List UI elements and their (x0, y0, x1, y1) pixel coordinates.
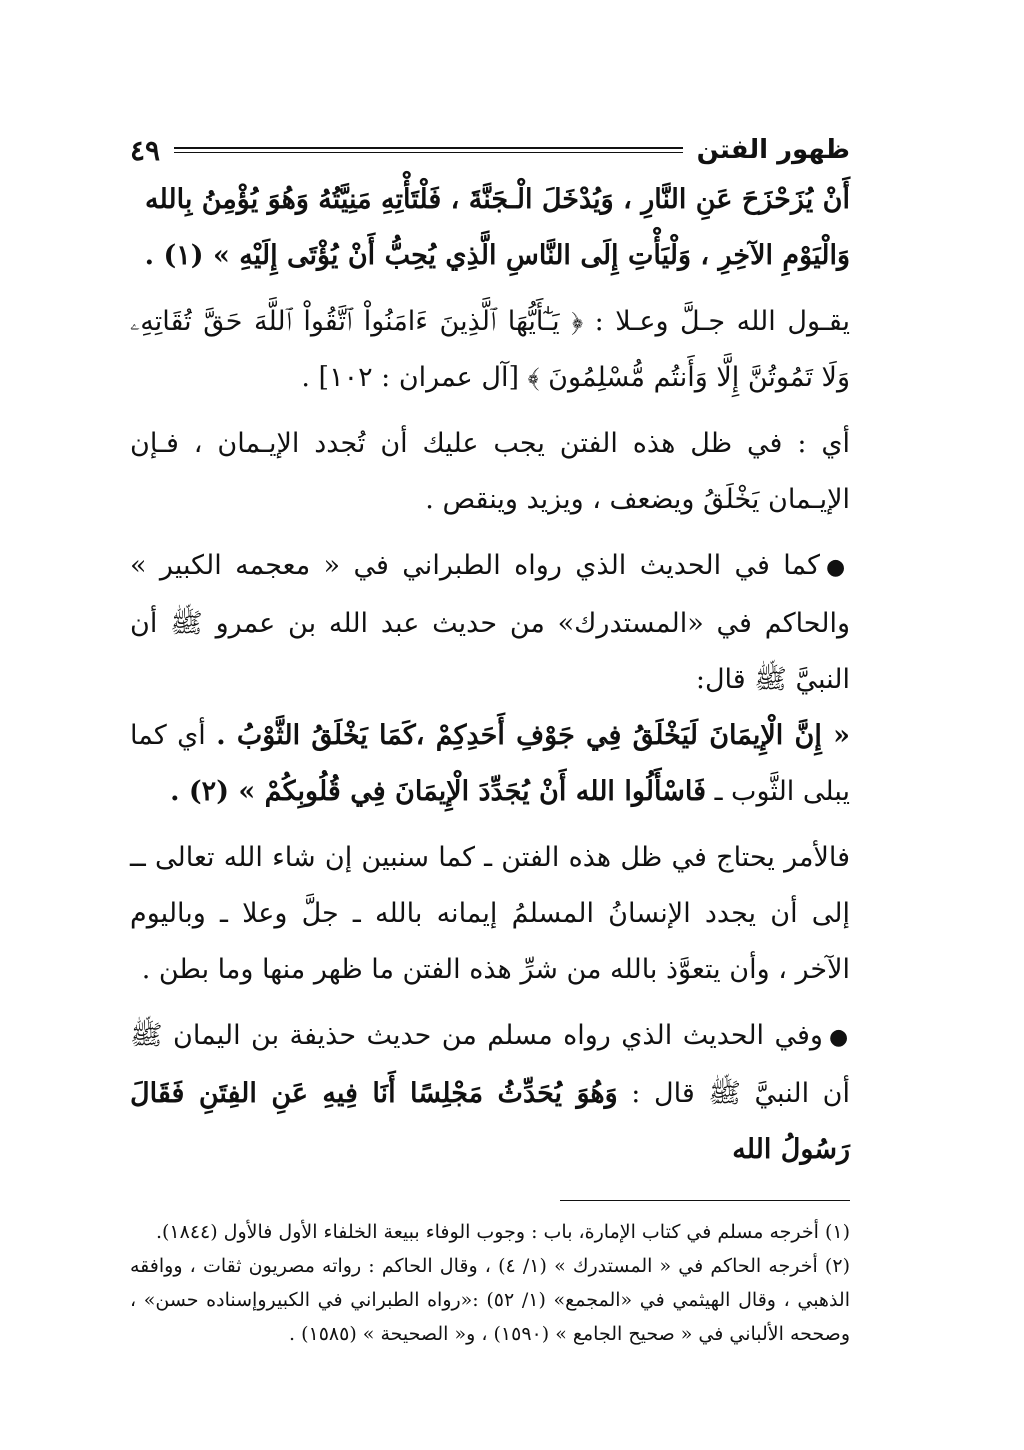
page-number: ٤٩ (130, 133, 161, 167)
tabarani-intro-text: كما في الحديث الذي رواه الطبراني في « معجمه الكبير » والحاكم في «المستدرك» من حديث عبد الله بن عمرو ﷺ أن النبيَّ ﷺ قال: (130, 550, 850, 695)
header-rule (174, 147, 683, 153)
paragraph-commentary: فالأمر يحتاج في ظل هذه الفتن ـ كما سنبين إن شاء الله تعالى ــ إلى أن يجدد الإنسانُ المسلمُ إيمانه بالله ـ جلَّ وعلا ـ وباليوم الآخر ، وأن يتعوَّذ بالله من شرِّ هذه الفتن ما ظهر منها وما بطن . (130, 842, 850, 985)
page-header (130, 128, 850, 172)
muslim-intro-text: وفي الحديث الذي رواه مسلم من حديث حذيفة بن اليمان ﷺ أن النبيَّ ﷺ قال : (130, 1020, 851, 1109)
hadith-text-2: فَاسْأَلُوا الله أَنْ يُجَدِّدَ الْإِيمَانَ فِي قُلُوبِكُمْ » (٢) . (170, 776, 706, 807)
footnote-1: (١) أخرجه مسلم في كتاب الإمارة، باب : وجوب الوفاء ببيعة الخلفاء الأول فالأول (١٨٤٤). (155, 1221, 850, 1243)
footnote-separator (560, 1200, 850, 1201)
book-page (130, 128, 850, 1351)
paragraph-muslim-hadith (130, 1008, 850, 1178)
bullet-icon: ● (825, 555, 851, 580)
paragraph-tabarani-hadith (130, 708, 850, 820)
muslim-hadith-text: وَهُوَ يُحَدِّثُ مَجْلِسًا أَنَا فِيهِ عَنِ الفِتَنِ فَقَالَ رَسُولُ الله (130, 1078, 850, 1165)
paragraph-renew-faith: أي : في ظل هذه الفتن يجب عليك أن تُجدد الإيـمان ، فـإن الإيـمان يَخْلَقُ ويضعف ، ويزيد وينقص . (130, 428, 850, 515)
hadith-gloss: أي كما يبلى الثَّوب ـ (130, 720, 850, 807)
hadith-line-2: وَالْيَوْمِ الآخِرِ ، وَلْيَأْتِ إِلَى النَّاسِ الَّذِي يُحِبُّ أَنْ يُؤْتَى إِلَيْهِ » (١) . (144, 240, 850, 271)
hadith-text-1: « إِنَّ الْإِيمَانَ لَيَخْلَقُ فِي جَوْفِ أَحَدِكِمْ ،كَمَا يَخْلَقُ الثَّوْبُ . (216, 720, 850, 751)
footnotes (130, 1215, 850, 1351)
paragraph-quran-verse: يقـول الله جـلَّ وعـلا : ﴿ يَـٰٓأَيُّهَا ٱلَّذِينَ ءَامَنُواْ ٱتَّقُواْ ٱللَّهَ حَقَّ تُقَاتِهِۦ وَلَا تَمُوتُنَّ إِلَّا وَأَنتُم مُّسْلِمُونَ ﴾ [آل عمران : ١٠٢] . (130, 306, 850, 393)
running-title: ظهور الفتن (696, 135, 850, 165)
paragraph-tabarani-intro (130, 538, 850, 708)
footnote-2: (٢) أخرجه الحاكم في « المستدرك » (١/ ٤) ، وقال الحاكم : رواته مصريون ثقات ، ووافقه الذهبي ، وقال الهيثمي في «المجمع» (١/ ٥٢) :«رواه الطبراني في الكبيروإسناده حسن» ، وصححه الألباني في « صحيح الجامع » (١٥٩٠) ، و« الصحيحة » (١٥٨٥) . (130, 1255, 850, 1345)
main-text (130, 172, 850, 1178)
bullet-icon: ● (828, 1025, 850, 1050)
hadith-line-1: أَنْ يُزَحْزَحَ عَنِ النَّارِ ، وَيُدْخَلَ الْـجَنَّةَ ، فَلْتَأْتِهِ مَنِيَّتُهُ وَهُوَ يُؤْمِنُ بِالله (144, 184, 850, 215)
